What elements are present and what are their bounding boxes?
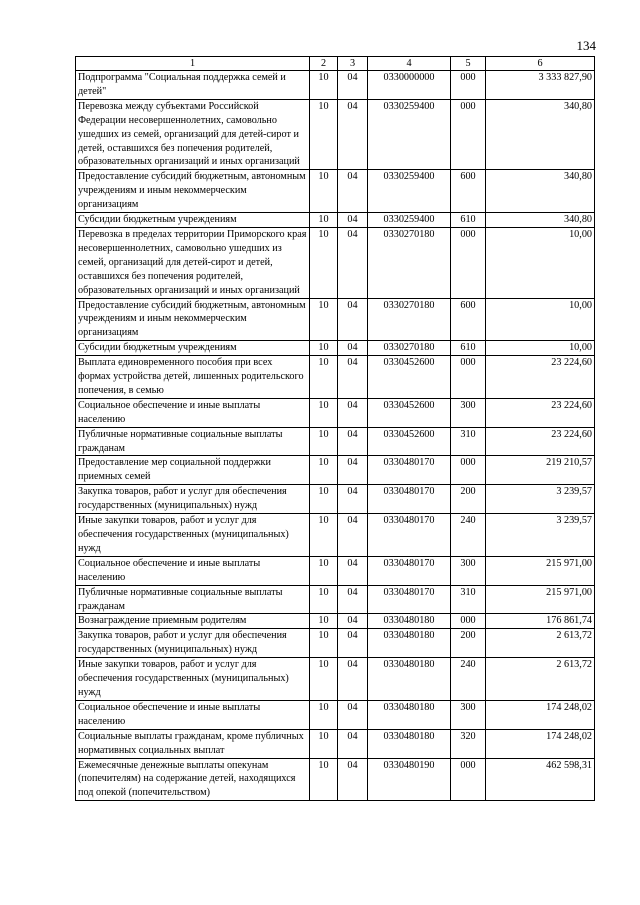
row-section-cell: 10 <box>310 341 338 356</box>
row-amount-cell: 2 613,72 <box>486 629 595 658</box>
row-section-cell: 10 <box>310 99 338 170</box>
row-amount-cell: 3 239,57 <box>486 485 595 514</box>
row-subsection-cell: 04 <box>338 629 368 658</box>
row-section-cell: 10 <box>310 614 338 629</box>
row-expense-type-cell: 300 <box>451 556 486 585</box>
row-name-cell: Субсидии бюджетным учреждениям <box>76 213 310 228</box>
row-subsection-cell: 04 <box>338 99 368 170</box>
row-subsection-cell: 04 <box>338 556 368 585</box>
row-name-cell: Социальное обеспечение и иные выплаты населению <box>76 556 310 585</box>
row-subsection-cell: 04 <box>338 485 368 514</box>
table-row <box>76 585 595 614</box>
row-target-article-cell: 0330270180 <box>368 341 451 356</box>
row-section-cell: 10 <box>310 758 338 801</box>
table-row <box>76 398 595 427</box>
row-name-cell: Предоставление субсидий бюджетным, автономным учреждениям и иным некоммерческим организациям <box>76 170 310 213</box>
row-section-cell: 10 <box>310 485 338 514</box>
row-amount-cell: 174 248,02 <box>486 729 595 758</box>
row-expense-type-cell: 310 <box>451 427 486 456</box>
row-target-article-cell: 0330270180 <box>368 227 451 298</box>
row-amount-cell: 23 224,60 <box>486 398 595 427</box>
table-row <box>76 629 595 658</box>
row-section-cell: 10 <box>310 729 338 758</box>
row-target-article-cell: 0330480180 <box>368 629 451 658</box>
row-expense-type-cell: 600 <box>451 298 486 341</box>
table-row <box>76 556 595 585</box>
table-row <box>76 729 595 758</box>
row-section-cell: 10 <box>310 298 338 341</box>
row-name-cell: Субсидии бюджетным учреждениям <box>76 341 310 356</box>
row-expense-type-cell: 320 <box>451 729 486 758</box>
row-name-cell: Публичные нормативные социальные выплаты гражданам <box>76 427 310 456</box>
row-name-cell: Иные закупки товаров, работ и услуг для обеспечения государственных (муниципальных) нужд <box>76 514 310 557</box>
row-amount-cell: 3 239,57 <box>486 514 595 557</box>
table-row <box>76 170 595 213</box>
row-name-cell: Перевозка в пределах территории Приморского края несовершеннолетних, самовольно ушедших из семей, организаций для детей-сирот и детей, оставшихся без попечения родителей, образовательных организаций и иных организаций <box>76 227 310 298</box>
table-row <box>76 213 595 228</box>
row-section-cell: 10 <box>310 556 338 585</box>
row-name-cell: Публичные нормативные социальные выплаты гражданам <box>76 585 310 614</box>
row-expense-type-cell: 310 <box>451 585 486 614</box>
row-subsection-cell: 04 <box>338 213 368 228</box>
budget-table <box>75 56 595 801</box>
table-row <box>76 485 595 514</box>
row-expense-type-cell: 000 <box>451 456 486 485</box>
header-cell-section: 2 <box>310 57 338 71</box>
row-target-article-cell: 0330259400 <box>368 99 451 170</box>
row-target-article-cell: 0330480180 <box>368 729 451 758</box>
row-amount-cell: 462 598,31 <box>486 758 595 801</box>
row-subsection-cell: 04 <box>338 427 368 456</box>
table-row <box>76 356 595 399</box>
row-name-cell: Социальное обеспечение и иные выплаты населению <box>76 700 310 729</box>
row-name-cell: Социальные выплаты гражданам, кроме публичных нормативных социальных выплат <box>76 729 310 758</box>
row-expense-type-cell: 610 <box>451 341 486 356</box>
row-subsection-cell: 04 <box>338 298 368 341</box>
header-cell-amount: 6 <box>486 57 595 71</box>
row-subsection-cell: 04 <box>338 585 368 614</box>
table-row <box>76 758 595 801</box>
row-target-article-cell: 0330452600 <box>368 356 451 399</box>
row-expense-type-cell: 000 <box>451 99 486 170</box>
header-row <box>76 57 595 71</box>
row-section-cell: 10 <box>310 658 338 701</box>
row-amount-cell: 23 224,60 <box>486 427 595 456</box>
row-subsection-cell: 04 <box>338 614 368 629</box>
table-row <box>76 658 595 701</box>
row-section-cell: 10 <box>310 356 338 399</box>
table-row <box>76 614 595 629</box>
header-cell-name: 1 <box>76 57 310 71</box>
row-amount-cell: 340,80 <box>486 170 595 213</box>
row-target-article-cell: 0330480170 <box>368 585 451 614</box>
table-row <box>76 341 595 356</box>
page-number: 134 <box>576 38 596 53</box>
row-subsection-cell: 04 <box>338 356 368 399</box>
row-amount-cell: 219 210,57 <box>486 456 595 485</box>
row-expense-type-cell: 000 <box>451 227 486 298</box>
row-name-cell: Закупка товаров, работ и услуг для обеспечения государственных (муниципальных) нужд <box>76 485 310 514</box>
row-expense-type-cell: 000 <box>451 356 486 399</box>
row-expense-type-cell: 200 <box>451 485 486 514</box>
row-amount-cell: 2 613,72 <box>486 658 595 701</box>
table-row <box>76 700 595 729</box>
row-name-cell: Перевозка между субъектами Российской Федерации несовершеннолетних, самовольно ушедших из семей, организаций для детей-сирот и детей, оставшихся без попечения родителей, образовательных организаций и иных организаций <box>76 99 310 170</box>
row-name-cell: Социальное обеспечение и иные выплаты населению <box>76 398 310 427</box>
row-expense-type-cell: 600 <box>451 170 486 213</box>
row-expense-type-cell: 300 <box>451 398 486 427</box>
row-name-cell: Предоставление мер социальной поддержки приемных семей <box>76 456 310 485</box>
row-amount-cell: 3 333 827,90 <box>486 71 595 100</box>
table-row <box>76 71 595 100</box>
row-subsection-cell: 04 <box>338 398 368 427</box>
row-subsection-cell: 04 <box>338 514 368 557</box>
row-section-cell: 10 <box>310 227 338 298</box>
row-section-cell: 10 <box>310 514 338 557</box>
table-row <box>76 456 595 485</box>
row-expense-type-cell: 200 <box>451 629 486 658</box>
row-target-article-cell: 0330270180 <box>368 298 451 341</box>
row-target-article-cell: 0330480190 <box>368 758 451 801</box>
row-amount-cell: 10,00 <box>486 227 595 298</box>
row-target-article-cell: 0330000000 <box>368 71 451 100</box>
table-row <box>76 427 595 456</box>
row-expense-type-cell: 000 <box>451 758 486 801</box>
row-subsection-cell: 04 <box>338 758 368 801</box>
row-name-cell: Ежемесячные денежные выплаты опекунам (попечителям) на содержание детей, находящихся под опекой (попечительством) <box>76 758 310 801</box>
row-amount-cell: 340,80 <box>486 99 595 170</box>
table-row <box>76 99 595 170</box>
row-subsection-cell: 04 <box>338 227 368 298</box>
row-amount-cell: 340,80 <box>486 213 595 228</box>
row-amount-cell: 10,00 <box>486 341 595 356</box>
row-section-cell: 10 <box>310 170 338 213</box>
row-target-article-cell: 0330480180 <box>368 658 451 701</box>
row-amount-cell: 174 248,02 <box>486 700 595 729</box>
table-row <box>76 514 595 557</box>
header-cell-subsection: 3 <box>338 57 368 71</box>
table-row <box>76 227 595 298</box>
row-expense-type-cell: 300 <box>451 700 486 729</box>
row-subsection-cell: 04 <box>338 658 368 701</box>
header-cell-target-article: 4 <box>368 57 451 71</box>
row-section-cell: 10 <box>310 427 338 456</box>
row-amount-cell: 176 861,74 <box>486 614 595 629</box>
row-expense-type-cell: 610 <box>451 213 486 228</box>
row-expense-type-cell: 000 <box>451 71 486 100</box>
row-target-article-cell: 0330452600 <box>368 398 451 427</box>
row-amount-cell: 215 971,00 <box>486 585 595 614</box>
row-target-article-cell: 0330259400 <box>368 213 451 228</box>
row-section-cell: 10 <box>310 700 338 729</box>
header-cell-expense-type: 5 <box>451 57 486 71</box>
row-subsection-cell: 04 <box>338 170 368 213</box>
row-target-article-cell: 0330480180 <box>368 614 451 629</box>
row-section-cell: 10 <box>310 213 338 228</box>
row-subsection-cell: 04 <box>338 71 368 100</box>
row-subsection-cell: 04 <box>338 341 368 356</box>
row-expense-type-cell: 240 <box>451 514 486 557</box>
row-section-cell: 10 <box>310 71 338 100</box>
row-expense-type-cell: 240 <box>451 658 486 701</box>
row-subsection-cell: 04 <box>338 456 368 485</box>
row-name-cell: Закупка товаров, работ и услуг для обеспечения государственных (муниципальных) нужд <box>76 629 310 658</box>
row-subsection-cell: 04 <box>338 729 368 758</box>
row-section-cell: 10 <box>310 398 338 427</box>
row-expense-type-cell: 000 <box>451 614 486 629</box>
row-name-cell: Вознаграждение приемным родителям <box>76 614 310 629</box>
row-name-cell: Предоставление субсидий бюджетным, автономным учреждениям и иным некоммерческим организациям <box>76 298 310 341</box>
row-name-cell: Выплата единовременного пособия при всех формах устройства детей, лишенных родительского попечения, в семью <box>76 356 310 399</box>
row-target-article-cell: 0330259400 <box>368 170 451 213</box>
row-target-article-cell: 0330480170 <box>368 514 451 557</box>
row-amount-cell: 10,00 <box>486 298 595 341</box>
table-row <box>76 298 595 341</box>
row-name-cell: Подпрограмма "Социальная поддержка семей и детей" <box>76 71 310 100</box>
row-target-article-cell: 0330452600 <box>368 427 451 456</box>
row-target-article-cell: 0330480180 <box>368 700 451 729</box>
row-amount-cell: 215 971,00 <box>486 556 595 585</box>
row-section-cell: 10 <box>310 629 338 658</box>
row-subsection-cell: 04 <box>338 700 368 729</box>
row-section-cell: 10 <box>310 585 338 614</box>
row-amount-cell: 23 224,60 <box>486 356 595 399</box>
table-body <box>76 71 595 801</box>
row-section-cell: 10 <box>310 456 338 485</box>
row-target-article-cell: 0330480170 <box>368 456 451 485</box>
row-name-cell: Иные закупки товаров, работ и услуг для обеспечения государственных (муниципальных) нужд <box>76 658 310 701</box>
row-target-article-cell: 0330480170 <box>368 556 451 585</box>
row-target-article-cell: 0330480170 <box>368 485 451 514</box>
